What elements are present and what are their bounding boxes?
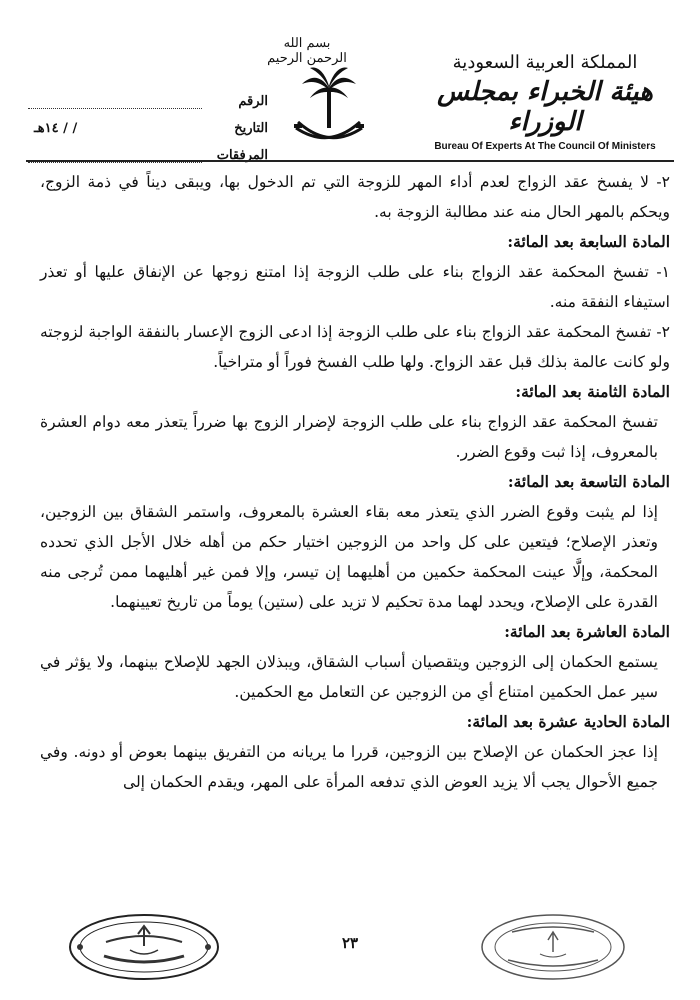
date-label: التاريخ <box>234 121 268 136</box>
date-value: / / ١٤هـ <box>34 121 78 136</box>
paragraph: إذا لم يثبت وقوع الضرر الذي يتعذر معه بقاء العشرة بالمعروف، واستمر الشقاق بين الزوجين، وتعذر الإصلاح؛ فيتعين على كل واحد من الزوجين اختيار حكم من أهله خلال الأجل الذي تحدده المحكمة، وإلَّا عينت المحكمة حكمين من أهليهما إن تيسر، وإلا فمن غير أهليهما ممن تُرجى منه القدرة على الإصلاح، ويحدد لهما مدة تحكيم لا تزيد على (ستين) يوماً من تاريخ تعيينهما. <box>40 503 658 611</box>
reference-fields <box>28 82 268 163</box>
bureau-name-arabic: هيئة الخبراء بمجلس الوزراء <box>437 77 653 137</box>
page-number: ٢٣ <box>341 934 359 952</box>
reference-number-row <box>28 82 268 109</box>
paragraph: ١- تفسخ المحكمة عقد الزواج بناء على طلب الزوجة إذا امتنع زوجها عن الإنفاق عليها أو تعذر استيفاء النفقة منه. <box>40 263 670 311</box>
official-seal-stamp <box>66 912 222 982</box>
reference-number-line <box>28 94 202 109</box>
article-heading: المادة الحادية عشرة بعد المائة: <box>466 712 670 731</box>
organization-header <box>430 52 660 152</box>
date-row <box>28 109 268 136</box>
paragraph: تفسخ المحكمة عقد الزواج بناء على طلب الزوجة لإضرار الزوج بها ضرراً يتعذر معه دوام العشرة بالمعروف، إذا ثبت وقوع الضرر. <box>40 413 658 461</box>
article-heading: المادة التاسعة بعد المائة: <box>507 472 670 491</box>
article-heading: المادة السابعة بعد المائة: <box>507 232 670 251</box>
paragraph: ٢- تفسخ المحكمة عقد الزواج بناء على طلب الزوجة إذا ادعى الزوج الإعسار بالنفقة الواجبة لزوجته ولو كانت عالمة بذلك قبل عقد الزواج. ولها طلب الفسخ فوراً أو متراخياً. <box>40 323 670 371</box>
document-body <box>40 167 670 797</box>
saudi-emblem-icon <box>292 62 366 152</box>
attachments-row <box>28 136 268 163</box>
reference-number-label: الرقم <box>238 94 268 109</box>
header-divider <box>26 160 674 162</box>
article-heading: المادة الثامنة بعد المائة: <box>515 382 670 401</box>
article-heading: المادة العاشرة بعد المائة: <box>504 622 670 641</box>
bureau-name-english: Bureau Of Experts At The Council Of Ministers <box>434 141 656 152</box>
paragraph: إذا عجز الحكمان عن الإصلاح بين الزوجين، قررا ما يريانه من التفريق بينهما بعوض أو دونه. وفي جميع الأحوال يجب ألا يزيد العوض الذي تدفعه المرأة على المهر، ويقدم الحكمان إلى <box>40 743 658 791</box>
basmala: بسم الله الرحمن الرحيم <box>267 36 347 66</box>
paragraph: يستمع الحكمان إلى الزوجين ويتقصيان أسباب الشقاق، ويبذلان الجهد للإصلاح بينهما، ولا يؤثر في سير عمل الحكمين امتناع أي من الزوجين عن التعامل مع الحكمين. <box>40 653 658 701</box>
official-seal-stamp <box>478 912 628 982</box>
kingdom-name: المملكة العربية السعودية <box>452 52 638 73</box>
paragraph: ٢- لا يفسخ عقد الزواج لعدم أداء المهر للزوجة التي تم الدخول بها، ويبقى ديناً في ذمة الزوج، ويحكم بالمهر الحال منه عند مطالبة الزوجة به. <box>40 173 670 221</box>
attachments-label: المرفقات <box>216 148 268 163</box>
